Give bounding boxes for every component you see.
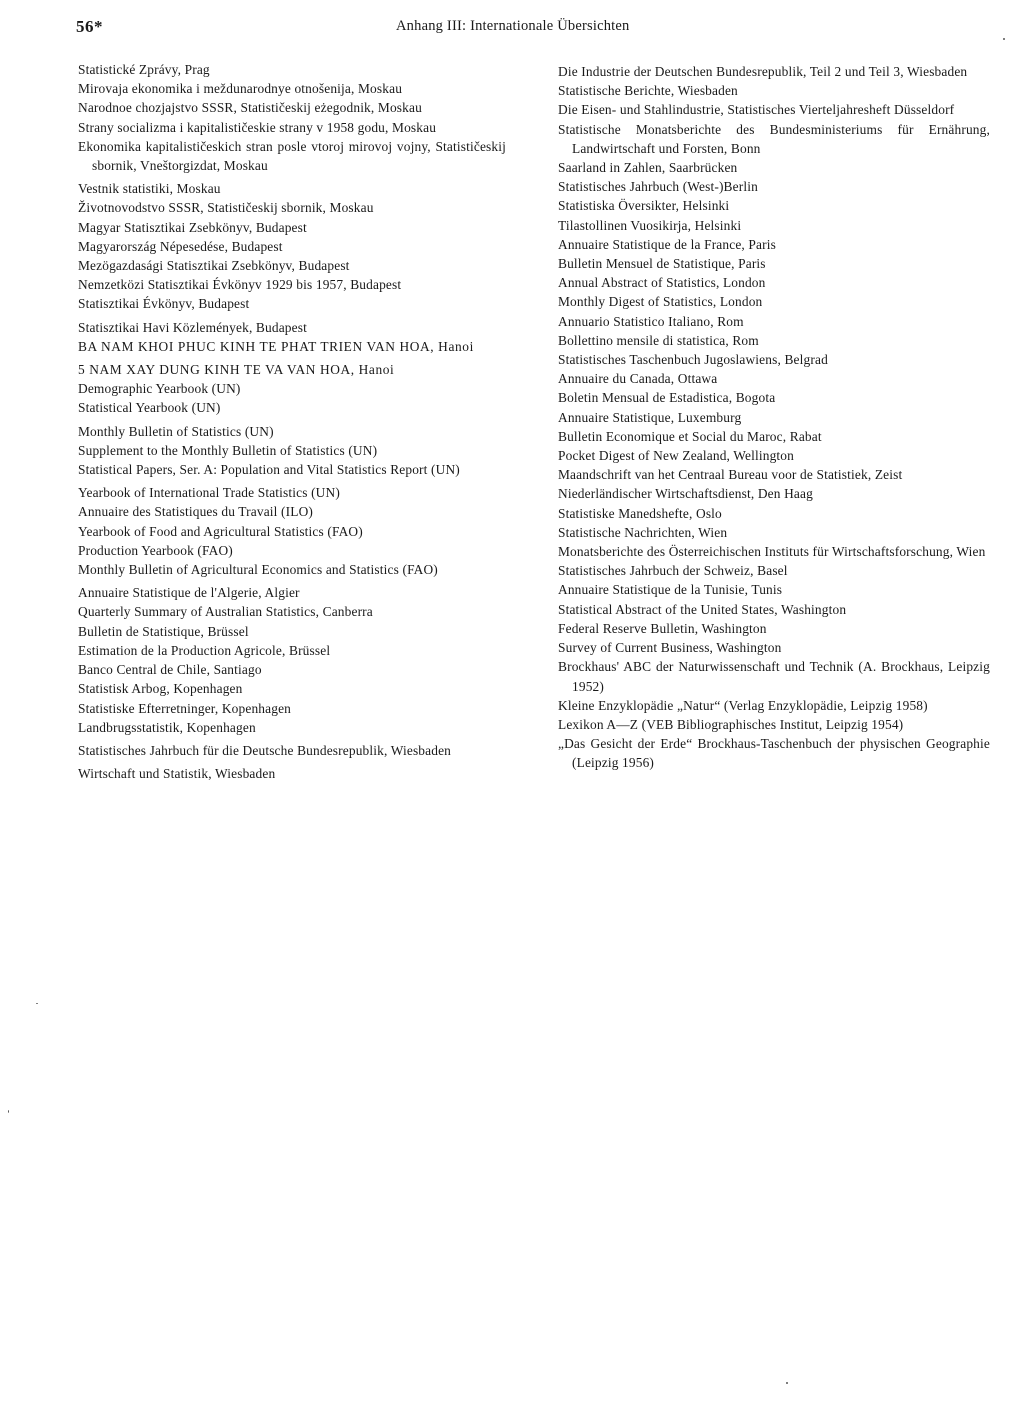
list-item: „Das Gesicht der Erde“ Brockhaus-Taschenbuch der physischen Geographie (Leipzig 1956) [558,736,990,771]
list-item: Monthly Bulletin of Agricultural Economics and Statistics (FAO) [78,562,438,578]
list-item: Kleine Enzyklopädie „Natur“ (Verlag Enzyklopädie, Leipzig 1958) [558,697,928,713]
list-item: Nemzetközi Statisztikai Évkönyv 1929 bis 1957, Budapest [78,277,402,293]
list-item: Yearbook of International Trade Statistics (UN) [78,485,340,501]
list-item: Landbrugsstatistik, Kopenhagen [78,719,256,735]
list-item: Tilastollinen Vuosikirja, Helsinki [558,217,742,233]
list-item: Mezögazdasági Statisztikai Zsebkönyv, Budapest [78,258,350,274]
list-item: Brockhaus' ABC der Naturwissenschaft und Technik (A. Brockhaus, Leipzig 1952) [558,659,990,694]
list-item: Demographic Yearbook (UN) [78,381,241,397]
list-item: Statistische Monatsberichte des Bundesministeriums für Ernährung, Landwirtschaft und Forsten, Bonn [558,121,990,156]
list-item: Saarland in Zahlen, Saarbrücken [558,160,738,176]
list-item: Pocket Digest of New Zealand, Wellington [558,448,794,464]
list-item: Ekonomika kapitalističeskich stran posle vtoroj mirovoj vojny, Statističeskij sbornik, Vneštorgizdat, Moskau [78,138,506,174]
list-item: Bulletin Economique et Social du Maroc, Rabat [558,428,822,444]
list-item: Narodnoe chozjajstvo SSSR, Statističeskij eżegodnik, Moskau [78,100,422,116]
list-item: Wirtschaft und Statistik, Wiesbaden [78,766,276,782]
list-item: Mirovaja ekonomika i meždunarodnye otnošenija, Moskau [78,81,403,97]
list-item: Bollettino mensile di statistica, Rom [558,332,759,348]
list-item: Statistiska Översikter, Helsinki [558,198,730,214]
list-item: Yearbook of Food and Agricultural Statistics (FAO) [78,523,363,539]
list-item: Boletin Mensual de Estadistica, Bogota [558,390,776,406]
list-item: Strany socializma i kapitalističeskie strany v 1958 godu, Moskau [78,119,437,135]
list-item: Statistické Zprávy, Prag [78,62,210,77]
list-item: Statistisk Arbog, Kopenhagen [78,681,243,697]
list-item: Statistical Abstract of the United States, Washington [558,601,847,617]
list-item: Monthly Bulletin of Statistics (UN) [78,423,274,439]
running-title: Anhang III: Internationale Übersichten [396,18,630,34]
list-item: Statistisches Taschenbuch Jugoslawiens, Belgrad [558,352,828,368]
list-item: Supplement to the Monthly Bulletin of Statistics (UN) [78,442,378,458]
list-item: Magyarország Népesedése, Budapest [78,238,283,254]
list-item: Statistische Nachrichten, Wien [558,524,728,540]
list-item: Statistisches Jahrbuch (West-)Berlin [558,179,758,195]
list-item: 5 NAM XAY DUNG KINH TE VA VAN HOA, Hanoi [78,362,395,378]
left-column [78,60,506,783]
list-item: Statistisches Jahrbuch der Schweiz, Basel [558,563,788,579]
list-item: Statistical Papers, Ser. A: Population and Vital Statistics Report (UN) [78,462,460,478]
list-item: Federal Reserve Bulletin, Washington [558,620,767,636]
list-item: Annuaire Statistique de l'Algerie, Algier [78,585,300,601]
list-item: Vestnik statistiki, Moskau [78,181,221,197]
list-item: Statisztikai Évkönyv, Budapest [78,296,250,312]
list-item: Maandschrift van het Centraal Bureau voor de Statistiek, Zeist [558,467,903,483]
list-item: Quarterly Summary of Australian Statistics, Canberra [78,604,373,620]
list-item: Die Eisen- und Stahlindustrie, Statistisches Vierteljahresheft Düsseldorf [558,102,955,118]
list-item: Annuaire Statistique de la Tunisie, Tunis [558,582,783,598]
list-item: Survey of Current Business, Washington [558,640,782,656]
list-item: Životnovodstvo SSSR, Statističeskij sbornik, Moskau [78,200,374,216]
scan-speck [1003,38,1005,40]
list-item: Estimation de la Production Agricole, Brüssel [78,642,331,658]
list-item: Production Yearbook (FAO) [78,542,233,558]
scan-speck [8,1110,9,1113]
list-item: Annuaire des Statistiques du Travail (ILO) [78,504,314,520]
list-item: Lexikon A—Z (VEB Bibliographisches Institut, Leipzig 1954) [558,716,904,732]
list-item: BA NAM KHOI PHUC KINH TE PHAT TRIEN VAN HOA, Hanoi [78,338,474,354]
list-item: Statistische Berichte, Wiesbaden [558,83,738,99]
list-item: Statistical Yearbook (UN) [78,400,221,416]
list-item: Annuaire Statistique de la France, Paris [558,236,776,252]
list-item: Monthly Digest of Statistics, London [558,294,763,310]
list-item: Annuaire Statistique, Luxemburg [558,409,742,425]
list-item: Annuaire du Canada, Ottawa [558,371,718,387]
list-item: Monatsberichte des Österreichischen Instituts für Wirtschaftsforschung, Wien [558,544,986,560]
list-item: Banco Central de Chile, Santiago [78,662,262,678]
list-item: Annual Abstract of Statistics, London [558,275,766,291]
list-item: Statistisches Jahrbuch für die Deutsche Bundesrepublik, Wiesbaden [78,742,452,758]
list-item: Annuario Statistico Italiano, Rom [558,313,744,329]
list-item: Bulletin Mensuel de Statistique, Paris [558,256,766,272]
list-item: Die Industrie der Deutschen Bundesrepublik, Teil 2 und Teil 3, Wiesbaden [558,64,968,79]
list-item: Statistiske Efterretninger, Kopenhagen [78,700,292,716]
scan-speck [786,1382,788,1384]
right-column [558,62,990,773]
page-number: 56* [76,17,103,36]
list-item: Statisztikai Havi Közlemények, Budapest [78,319,307,335]
list-item: Niederländischer Wirtschaftsdienst, Den Haag [558,486,813,502]
list-item: Bulletin de Statistique, Brüssel [78,623,249,639]
scan-speck [36,1003,38,1004]
list-item: Magyar Statisztikai Zsebkönyv, Budapest [78,219,307,235]
list-item: Statistiske Manedshefte, Oslo [558,505,722,521]
